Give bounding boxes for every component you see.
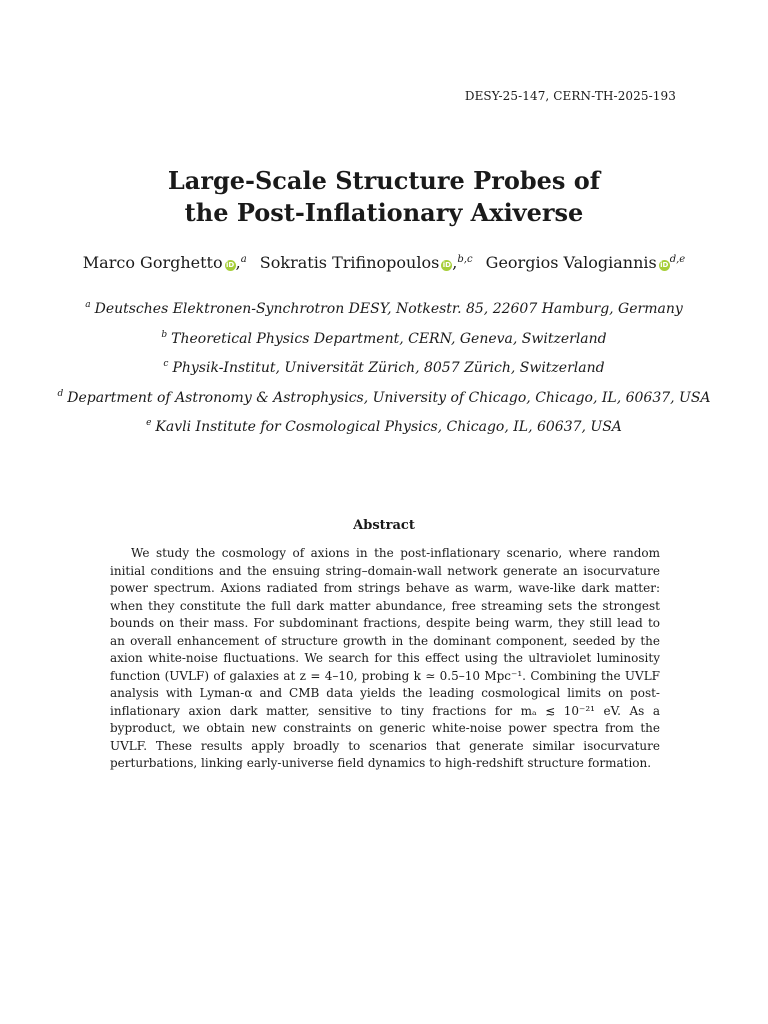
paper-title [0,165,768,229]
orcid-icon[interactable]: iD [226,261,235,269]
affiliation-text: Deutsches Elektronen-Synchrotron DESY, Notkestr. 85, 22607 Hamburg, Germany [94,301,683,317]
affiliation-list [0,298,768,446]
author-1: Marco Gorghetto iD,$^a$ [82,253,247,272]
affiliation-key: b [161,329,168,340]
author-affiliation-key: a [240,254,247,265]
abstract-body: We study the cosmology of axions in the post-inflationary scenario, where random initial conditions and the ensuing string–domain-wall network generate an isocurvature power spectrum. Axions radiated from strings behave as warm, wave-like dark matter: when they constitute the full dark matter abundance, free streaming sets the strongest bounds on their mass. For subdominant fractions, despite being warm, they still lead to an overall enhancement of structure growth in the dominant component, seeded by the axion white-noise fluctuations. We search for this effect using the ultraviolet luminosity function (UVLF) of galaxies at z = 4–10, probing k ≃ 0.5–10 Mpc⁻¹. Combining the UVLF analysis with Lyman-α and CMB data yields the leading cosmological limits on post-inflationary axion dark matter, sensitive to tiny fractions for mₐ ≲ 10⁻²¹ eV. As a byproduct, we obtain new constraints on generic white-noise power spectra from the UVLF. These results apply broadly to scenarios that generate similar isocurvature perturbations, linking early-universe field dynamics to high-redshift structure formation. [110,546,660,770]
affiliation-d [0,387,768,417]
title-line-2: the Post-Inflationary Axiverse [184,198,584,227]
report-number: DESY-25-147, CERN-TH-2025-193 [464,89,676,103]
author-name: Sokratis Trifinopoulos [259,253,440,272]
affiliation-key: c [163,359,169,369]
author-name: Georgios Valogiannis [485,253,657,272]
title-line-1: Large-Scale Structure Probes of [167,166,601,195]
affiliation-text: Department of Astronomy & Astrophysics, University of Chicago, Chicago, IL, 60637, USA [67,389,711,406]
affiliation-text: Physik-Institut, Universität Zürich, 8057 Zürich, Switzerland [172,360,605,376]
orcid-icon[interactable]: iD [442,261,451,269]
affiliation-e [0,416,768,446]
author-3 [486,252,686,274]
affiliation-key: e [146,418,152,428]
affiliation-key: d [57,388,64,399]
author-2: Sokratis Trifinopoulos iD,$^{b,c}$ [259,253,473,272]
affiliation-c [0,357,768,387]
author-affiliation-key: d,e [669,254,686,265]
abstract-heading: Abstract [353,518,415,533]
affiliation-text: Theoretical Physics Department, CERN, Geneva, Switzerland [171,330,607,347]
author-name: Marco Gorghetto [82,253,223,272]
affiliation-b [0,328,768,358]
author-affiliation-key: b,c [457,254,473,265]
affiliation-text: Kavli Institute for Cosmological Physics, Chicago, IL, 60637, USA [155,419,622,435]
orcid-icon[interactable]: iD [660,261,669,269]
affiliation-key: a [85,300,91,310]
affiliation-a [0,298,768,328]
author-list [0,252,768,274]
